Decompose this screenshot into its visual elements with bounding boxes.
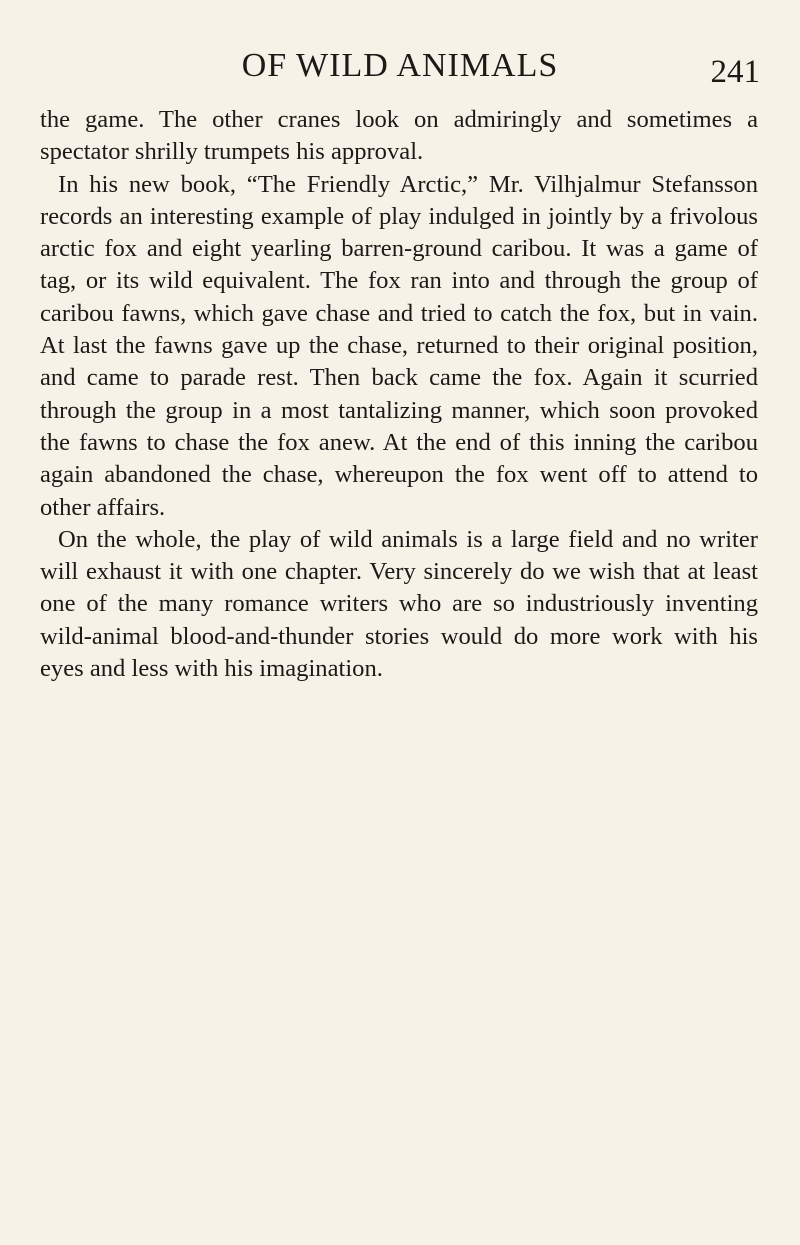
paragraph-arctic-fox: In his new book, “The Friendly Arctic,” Mr. Vilhjalmur Stefansson records an interesting example of play indulged in jointly by a frivolous arctic fox and eight yearling barren-ground caribou. It was a game of tag, or its wild equivalent. The fox ran into and through the group of caribou fawns, which gave chase and tried to catch the fox, but in vain. At last the fawns gave up the chase, returned to their original position, and came to parade rest. Then back came the fox. Again it scurried through the group in a most tantalizing manner, which soon provoked the fawns to chase the fox anew. At the end of this inning the caribou again abandoned the chase, whereupon the fox went off to attend to other affairs. xyxy=(40,170,758,521)
running-title: OF WILD ANIMALS xyxy=(241,47,559,84)
paragraph-continuation: the game. The other cranes look on admiringly and sometimes a spectator shrilly trumpets his approval. xyxy=(40,106,758,166)
page-number: 241 xyxy=(710,54,760,90)
paragraph-conclusion: On the whole, the play of wild animals is a large field and no writer will exhaust it with one chapter. Very sincerely do we wish that at least one of the many romance writers who are so industriously inventing wild-animal blood-and-thunder stories would do more work with his eyes and less with his imagination. xyxy=(40,525,758,683)
body-text xyxy=(40,104,758,685)
running-head xyxy=(40,44,760,92)
